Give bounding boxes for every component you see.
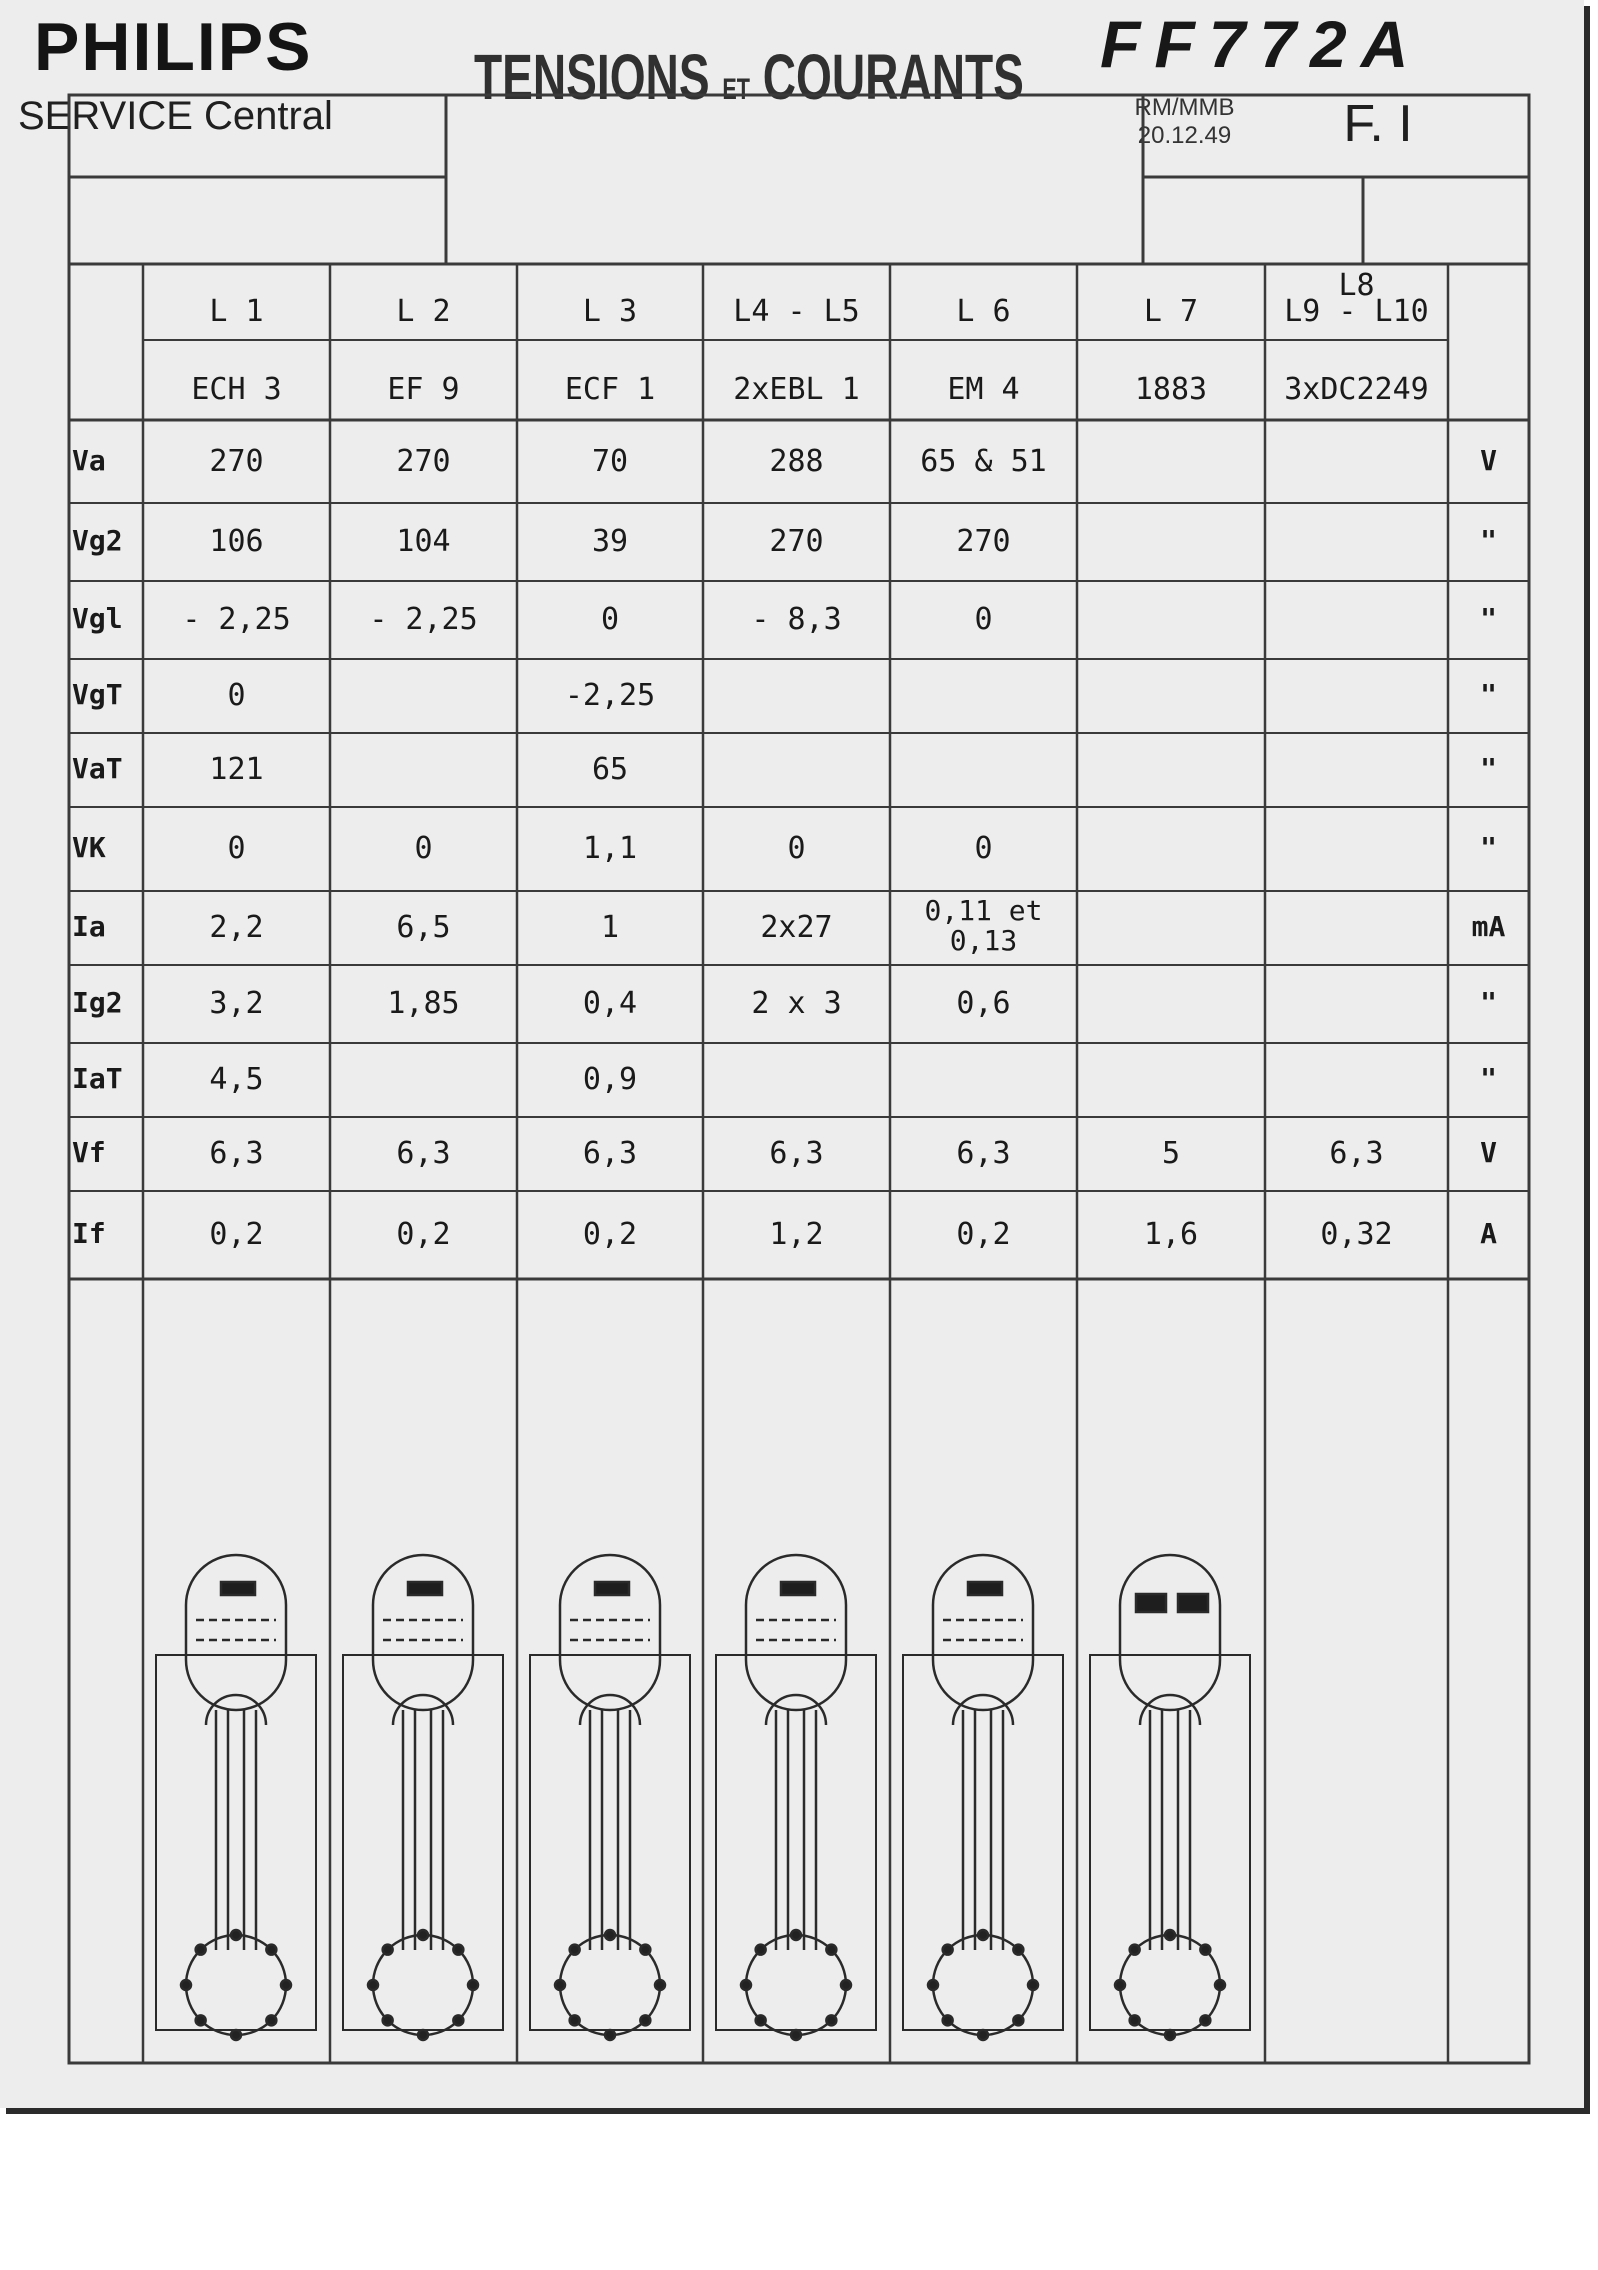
column-position: L 6 bbox=[956, 294, 1011, 329]
row-label: VaT bbox=[72, 752, 123, 785]
value-cell: 2,2 bbox=[209, 910, 264, 945]
title-word-2: COURANTS bbox=[762, 41, 1024, 113]
reference-number: FF772A bbox=[1100, 7, 1423, 81]
tube-ech3-icon bbox=[156, 1555, 316, 2040]
value-cell: 6,3 bbox=[1329, 1136, 1384, 1171]
value-cell: 6,3 bbox=[956, 1136, 1011, 1171]
unit-label: " bbox=[1480, 831, 1497, 864]
value-cell: 1,85 bbox=[387, 986, 460, 1021]
value-cell: 0,2 bbox=[956, 1217, 1011, 1252]
value-cell: 6,3 bbox=[769, 1136, 824, 1171]
value-cell: 4,5 bbox=[209, 1062, 264, 1097]
value-cell: 65 & 51 bbox=[920, 443, 1047, 479]
value-cell: 0 bbox=[414, 831, 433, 866]
value-cell: 288 bbox=[769, 443, 824, 479]
value-cell: 0,4 bbox=[582, 986, 638, 1021]
row-label: Vgl bbox=[72, 602, 123, 635]
title-conjunction: ET bbox=[722, 73, 750, 106]
row-label: Ia bbox=[72, 910, 106, 943]
value-cell: 65 bbox=[591, 752, 629, 787]
value-cell: 0,2 bbox=[396, 1217, 451, 1252]
brand-logo: PHILIPS bbox=[34, 9, 313, 85]
value-cell: 1,1 bbox=[582, 831, 638, 866]
column-tube-type: EM 4 bbox=[947, 372, 1020, 407]
document-date: 20.12.49 bbox=[1137, 122, 1232, 149]
column-position: L9 - L10 bbox=[1284, 294, 1429, 329]
value-cell: 0 bbox=[787, 831, 806, 866]
column-position-top: L8 bbox=[1338, 268, 1375, 303]
value-cell: 270 bbox=[769, 524, 824, 559]
author-initials: RM/MMB bbox=[1134, 94, 1235, 121]
value-cell: 6,5 bbox=[396, 910, 451, 945]
row-label: IaT bbox=[72, 1062, 123, 1095]
value-cell: 0 bbox=[227, 831, 246, 866]
column-tube-type: 2xEBL 1 bbox=[733, 372, 860, 407]
value-cell: 0,32 bbox=[1320, 1217, 1393, 1252]
value-cell: 104 bbox=[396, 524, 451, 559]
unit-label: V bbox=[1480, 443, 1497, 477]
unit-label: " bbox=[1480, 1062, 1497, 1095]
unit-label: A bbox=[1480, 1217, 1497, 1250]
tube-1883-icon bbox=[1090, 1555, 1250, 2040]
column-tube-type: ECF 1 bbox=[564, 372, 656, 407]
row-label: Vg2 bbox=[72, 524, 123, 557]
unit-label: " bbox=[1480, 752, 1497, 785]
value-cell: - 8,3 bbox=[751, 602, 842, 637]
row-label: If bbox=[72, 1217, 106, 1250]
value-cell: 106 bbox=[209, 524, 264, 559]
value-cell: 270 bbox=[396, 443, 451, 479]
unit-label: " bbox=[1480, 986, 1497, 1019]
column-position: L4 - L5 bbox=[733, 294, 860, 329]
column-tube-type: ECH 3 bbox=[191, 372, 282, 407]
value-cell: 6,3 bbox=[209, 1136, 264, 1171]
value-cell: - 2,25 bbox=[182, 602, 291, 637]
value-cell: 2 x 3 bbox=[751, 986, 842, 1021]
value-cell: 0,6 bbox=[956, 986, 1011, 1021]
unit-label: mA bbox=[1471, 910, 1506, 943]
row-label: Va bbox=[72, 443, 106, 477]
row-label: Vf bbox=[72, 1136, 106, 1169]
value-cell: - 2,25 bbox=[369, 602, 478, 637]
value-cell: 0,2 bbox=[582, 1217, 638, 1252]
value-line: 0,11 et bbox=[924, 894, 1043, 927]
column-tube-type: 3xDC2249 bbox=[1284, 372, 1429, 407]
value-cell: 6,3 bbox=[582, 1136, 638, 1171]
column-position: L 3 bbox=[582, 294, 638, 329]
unit-label: " bbox=[1480, 602, 1497, 635]
column-tube-type: EF 9 bbox=[387, 372, 460, 407]
value-cell: 0 bbox=[974, 602, 993, 637]
unit-label: " bbox=[1480, 524, 1497, 557]
value-line: 0,13 bbox=[949, 924, 1018, 957]
row-label: VK bbox=[72, 831, 106, 864]
value-cell: 39 bbox=[591, 524, 629, 559]
value-cell: 0,2 bbox=[209, 1217, 264, 1252]
tube-ef9-icon bbox=[343, 1555, 503, 2040]
tube-em4-icon bbox=[903, 1555, 1063, 2040]
value-cell: 1,2 bbox=[769, 1217, 824, 1252]
value-cell: 0 bbox=[600, 602, 620, 637]
value-cell: 1,6 bbox=[1143, 1217, 1199, 1252]
value-cell: 0 bbox=[227, 678, 246, 713]
value-cell: 70 bbox=[591, 443, 629, 479]
column-position: L 7 bbox=[1143, 294, 1199, 329]
value-cell: 2x27 bbox=[760, 910, 833, 945]
column-position: L 1 bbox=[209, 294, 264, 329]
value-cell: -2,25 bbox=[564, 678, 656, 713]
title-word-1: TENSIONS bbox=[474, 41, 710, 113]
row-label: VgT bbox=[72, 678, 123, 711]
value-cell: 121 bbox=[209, 752, 264, 787]
unit-label: " bbox=[1480, 678, 1497, 711]
value-cell: 5 bbox=[1161, 1136, 1181, 1171]
value-cell: 0 bbox=[974, 831, 993, 866]
row-label: Ig2 bbox=[72, 986, 123, 1019]
column-position: L 2 bbox=[396, 294, 451, 329]
unit-label: V bbox=[1480, 1136, 1497, 1169]
value-cell: 6,3 bbox=[396, 1136, 451, 1171]
tube-ecf1-icon bbox=[530, 1555, 690, 2040]
value-cell: 3,2 bbox=[209, 986, 264, 1021]
value-cell: 270 bbox=[956, 524, 1011, 559]
value-cell: 270 bbox=[209, 443, 264, 479]
tube-ebl1-icon bbox=[716, 1555, 876, 2040]
value-cell: 0,9 bbox=[582, 1062, 638, 1097]
column-tube-type: 1883 bbox=[1134, 372, 1208, 407]
sheet-number: F. I bbox=[1343, 95, 1413, 153]
service-label: SERVICE Central bbox=[18, 94, 333, 138]
value-cell: 1 bbox=[600, 910, 620, 945]
